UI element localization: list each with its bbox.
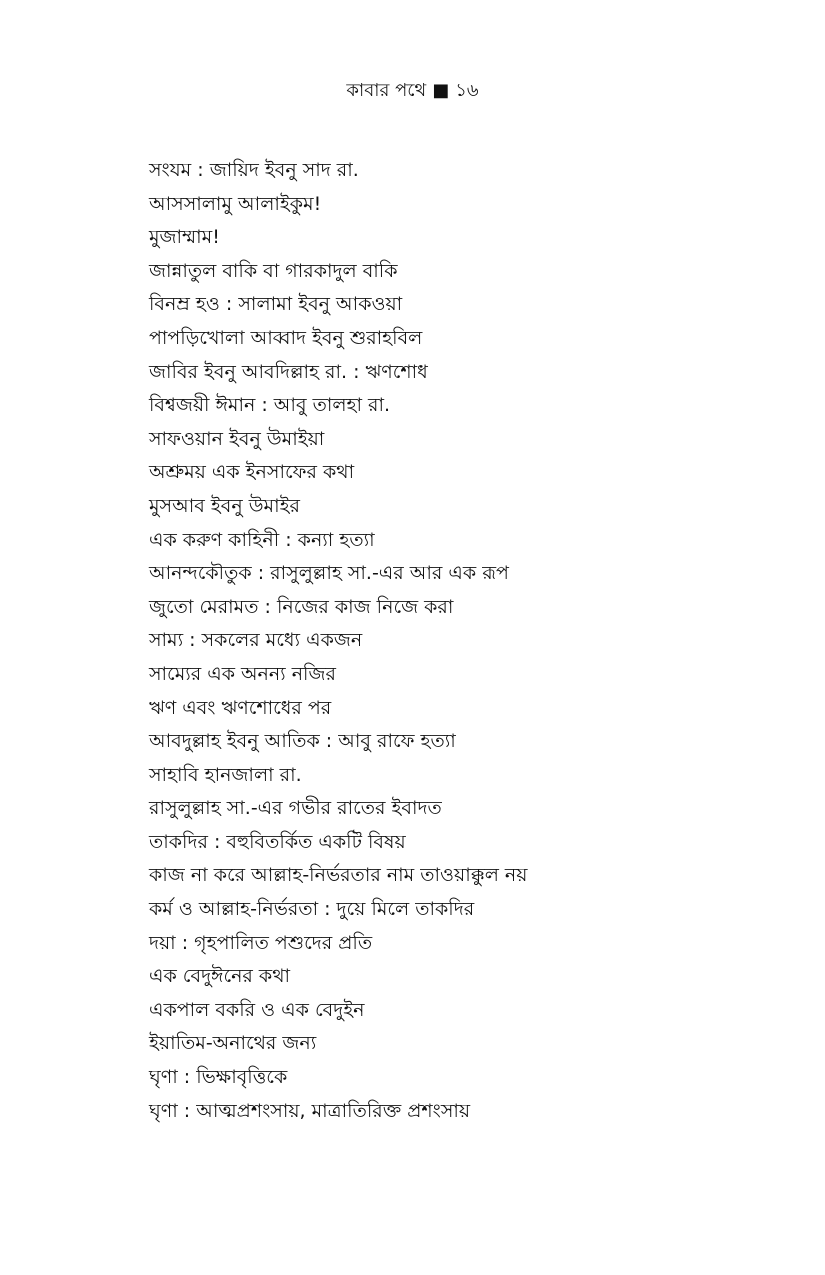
contents-item: অশ্রুময় এক ইনসাফের কথা	[149, 461, 355, 484]
contents-item: আবদুল্লাহ ইবনু আতিক : আবু রাফে হত্যা	[149, 730, 456, 753]
header-separator: ■	[432, 80, 450, 101]
contents-item: মুসআব ইবনু উমাইর	[149, 494, 300, 517]
contents-item: কর্ম ও আল্লাহ-নির্ভরতা : দুয়ে মিলে তাকদির	[149, 898, 475, 921]
contents-item: একপাল বকরি ও এক বেদুইন	[149, 998, 365, 1021]
contents-item: জাবির ইবনু আবদিল্লাহ রা. : ঋণশোধ	[149, 360, 428, 383]
contents-item: জান্নাতুল বাকি বা গারকাদুল বাকি	[149, 259, 398, 282]
contents-item: বিশ্বজয়ী ঈমান : আবু তালহা রা.	[149, 394, 391, 417]
contents-item: সাম্য : সকলের মধ্যে একজন	[149, 629, 363, 652]
contents-item: জুতো মেরামত : নিজের কাজ নিজে করা	[149, 595, 454, 618]
contents-item: কাজ না করে আল্লাহ-নির্ভরতার নাম তাওয়াক্কুল নয়	[149, 864, 528, 887]
contents-item: পাপড়িখোলা আব্বাদ ইবনু শুরাহবিল	[149, 326, 423, 349]
contents-item: তাকদির : বহুবিতর্কিত একটি বিষয়	[149, 830, 406, 853]
contents-item: রাসুলুল্লাহ সা.-এর গভীর রাতের ইবাদত	[149, 797, 442, 820]
running-title: কাবার পথে	[346, 80, 427, 101]
contents-item: ইয়াতিম-অনাথের জন্য	[149, 1032, 317, 1055]
contents-item: ঋণ এবং ঋণশোধের পর	[149, 696, 332, 719]
contents-item: এক বেদুঈনের কথা	[149, 965, 291, 988]
contents-item: এক করুণ কাহিনী : কন্যা হত্যা	[149, 528, 375, 551]
contents-list	[149, 154, 749, 1128]
contents-item: সাম্যের এক অনন্য নজির	[149, 662, 336, 685]
contents-item: মুজাম্মাম!	[149, 226, 220, 249]
contents-item: বিনম্র হও : সালামা ইবনু আকওয়া	[149, 293, 403, 316]
contents-item: সাহাবি হানজালা রা.	[149, 763, 302, 786]
contents-item: সংযম : জায়িদ ইবনু সাদ রা.	[149, 159, 359, 181]
contents-item: সাফওয়ান ইবনু উমাইয়া	[149, 427, 325, 450]
contents-item: ঘৃণা : আত্মপ্রশংসায়, মাত্রাতিরিক্ত প্রশংসায়	[149, 1099, 471, 1122]
page-header	[0, 78, 825, 104]
contents-item: ঘৃণা : ভিক্ষাবৃত্তিকে	[149, 1066, 288, 1089]
contents-item: আনন্দকৌতুক : রাসুলুল্লাহ সা.-এর আর এক রূপ	[149, 562, 509, 585]
contents-item: আসসালামু আলাইকুম!	[149, 192, 322, 215]
contents-item: দয়া : গৃহপালিত পশুদের প্রতি	[149, 931, 373, 954]
page-number: ১৬	[455, 80, 479, 101]
